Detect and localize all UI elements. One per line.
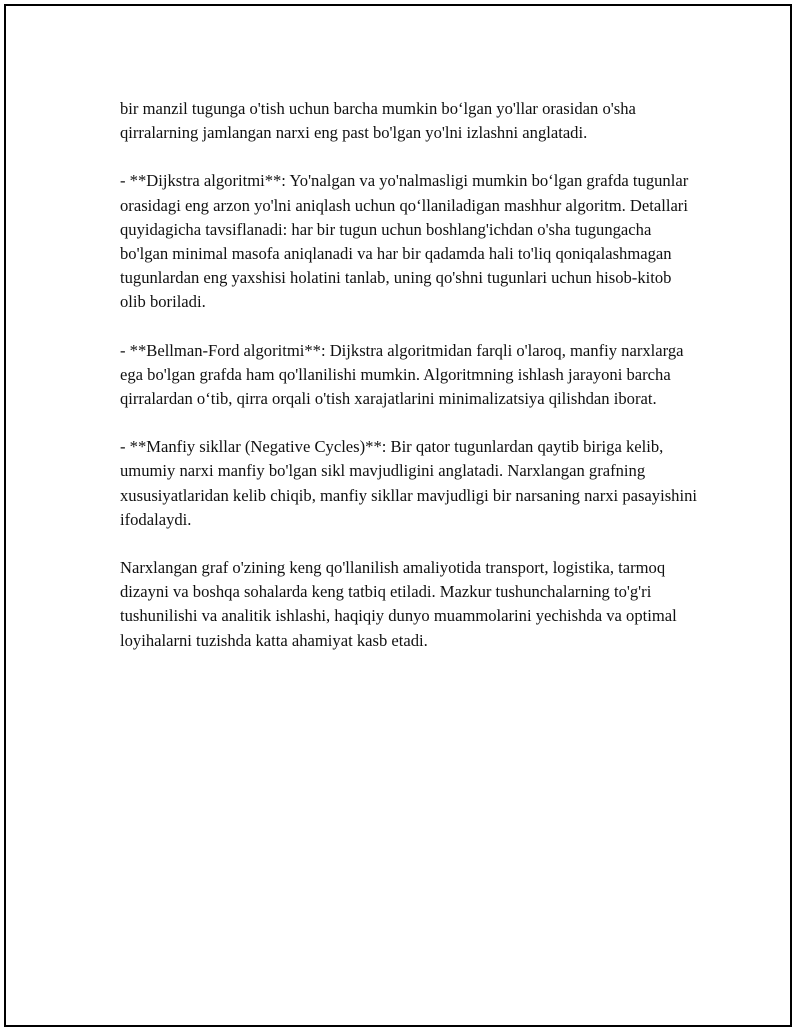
- paragraph-negative-cycles: - **Manfiy sikllar (Negative Cycles)**: Bir qator tugunlardan qaytib biriga kelib, umumiy narxi manfiy bo'lgan sikl mavjudligini anglatadi. Narxlangan grafning xususiyatlaridan kelib chiqib, manfiy sikllar mavjudligi bir narsaning narxi pasayishini ifodalaydi.: [120, 437, 697, 529]
- paragraph-conclusion: Narxlangan graf o'zining keng qo'llanilish amaliyotida transport, logistika, tarmoq dizayni va boshqa sohalarda keng tatbiq etiladi. Mazkur tushunchalarning to'g'ri tushunilishi va analitik ishlashi, haqiqiy dunyo muammolarini yechishda va optimal loyihalarni tuzishda katta ahamiyat kasb etadi.: [120, 558, 677, 650]
- document-body: [120, 97, 700, 653]
- paragraph-dijkstra: - **Dijkstra algoritmi**: Yo'nalgan va yo'nalmasligi mumkin bo‘lgan grafda tugunlar orasidagi eng arzon yo'lni aniqlash uchun qo‘llaniladigan mashhur algoritm. Detallari quyidagicha tavsiflanadi: har bir tugun uchun boshlang'ichdan o'sha tugungacha bo'lgan minimal masofa aniqlanadi va har bir qadamda hali to'liq qoniqalashmagan tugunlardan eng yaxshisi holatini tanlab, uning qo'shni tugunlari uchun hisob-kitob olib boriladi.: [120, 171, 689, 312]
- paragraph-shortest-path-intro: bir manzil tugunga o'tish uchun barcha mumkin bo‘lgan yo'llar orasidan o'sha qirralarning jamlangan narxi eng past bo'lgan yo'lni izlashni anglatadi.: [120, 99, 636, 143]
- paragraph-bellman-ford: - **Bellman-Ford algoritmi**: Dijkstra algoritmidan farqli o'laroq, manfiy narxlarga ega bo'lgan grafda ham qo'llanilishi mumkin. Algoritmning ishlash jarayoni barcha qirralardan o‘tib, qirra orqali o'tish xarajatlarini minimalizatsiya qilishdan iborat.: [120, 340, 684, 409]
- document-page: [4, 4, 792, 1027]
